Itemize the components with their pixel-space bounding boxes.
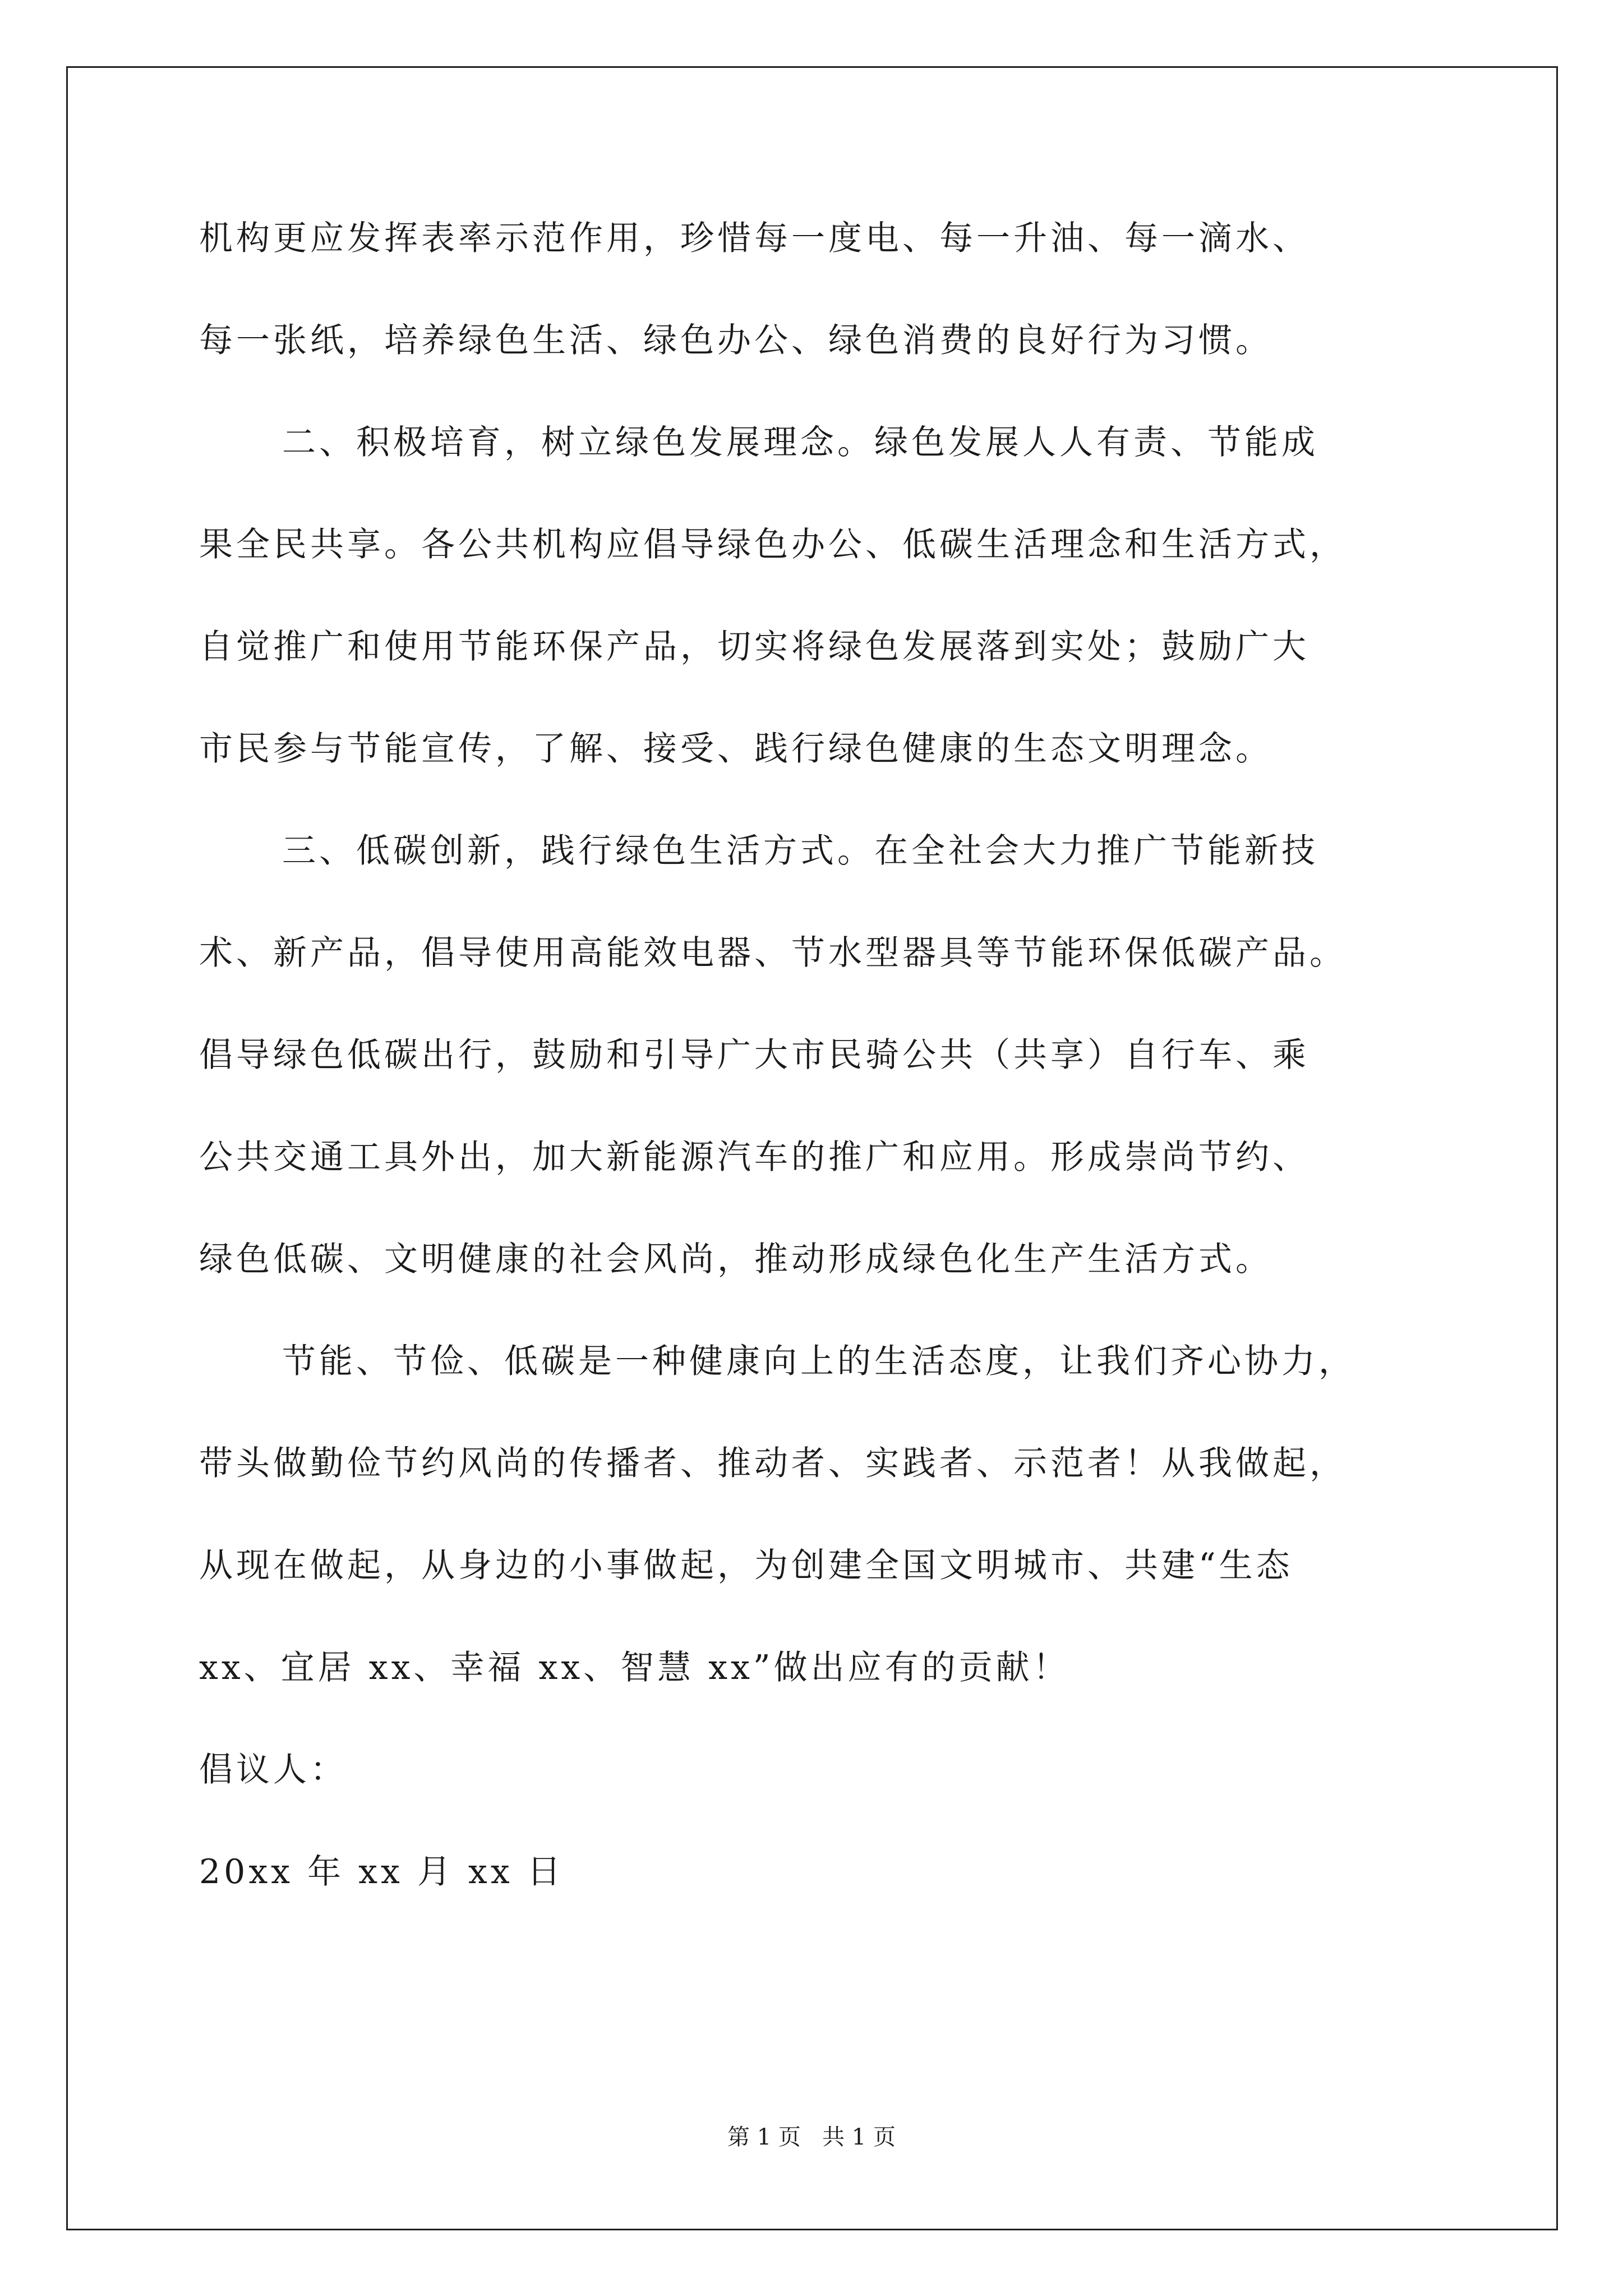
body-text-line: 绿色低碳、文明健康的社会风尚，推动形成绿色化生产生活方式。 [199, 1240, 1272, 1279]
body-text-line: 公共交通工具外出，加大新能源汽车的推广和应用。形成崇尚节约、 [199, 1138, 1310, 1177]
signatory-label: 倡议人： [199, 1750, 347, 1789]
paragraph-three-start: 三、低碳创新，践行绿色生活方式。在全社会大力推广节能新技 [282, 831, 1318, 871]
body-text-line: 术、新产品，倡导使用高能效电器、节水型器具等节能环保低碳产品。 [199, 933, 1347, 973]
document-date: 20xx 年 xx 月 xx 日 [199, 1852, 564, 1892]
body-text-line: 市民参与节能宣传，了解、接受、践行绿色健康的生态文明理念。 [199, 729, 1272, 769]
closing-paragraph-start: 节能、节俭、低碳是一种健康向上的生活态度，让我们齐心协力， [282, 1342, 1355, 1381]
body-text-line: xx、宜居 xx、幸福 xx、智慧 xx”做出应有的贡献！ [199, 1648, 1070, 1687]
body-text-line: 倡导绿色低碳出行，鼓励和引导广大市民骑公共（共享）自行车、乘 [199, 1036, 1310, 1075]
body-text-line: 带头做勤俭节约风尚的传播者、推动者、实践者、示范者！从我做起， [199, 1444, 1347, 1483]
page-number-footer: 第 1 页 共 1 页 [727, 2124, 896, 2150]
body-text-line: 机构更应发挥表率示范作用，珍惜每一度电、每一升油、每一滴水、 [199, 219, 1310, 258]
body-text-line: 自觉推广和使用节能环保产品，切实将绿色发展落到实处；鼓励广大 [199, 627, 1310, 666]
paragraph-two-start: 二、积极培育，树立绿色发展理念。绿色发展人人有责、节能成 [282, 423, 1318, 462]
body-text-line: 每一张纸，培养绿色生活、绿色办公、绿色消费的良好行为习惯。 [199, 321, 1272, 360]
body-text-line: 从现在做起，从身边的小事做起，为创建全国文明城市、共建“生态 [199, 1546, 1293, 1585]
document-body [199, 205, 1455, 1940]
body-text-line: 果全民共享。各公共机构应倡导绿色办公、低碳生活理念和生活方式， [199, 525, 1347, 564]
